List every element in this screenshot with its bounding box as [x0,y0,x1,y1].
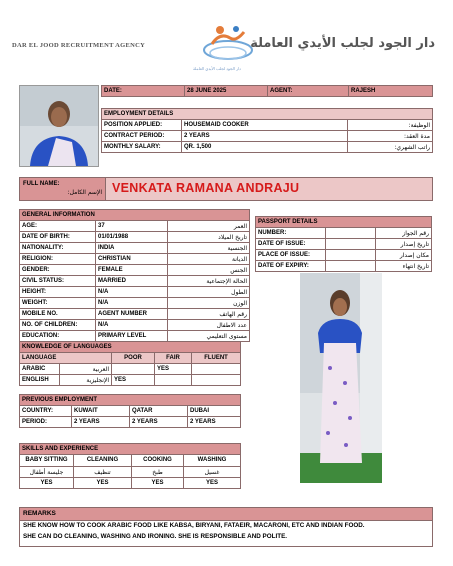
field-label: EDUCATION: [20,331,96,342]
table-row [20,265,250,276]
field-value: 37 [96,221,168,232]
table-row [20,478,241,489]
table-row [20,320,250,331]
remarks-line-1: SHE KNOW HOW TO COOK ARABIC FOOD LIKE KABSA, BIRYANI, FATAEIR, MACARONI, ETC AND INDIAN FOOD. [23,522,365,529]
agency-name-english: DAR EL JOOD RECRUITMENT AGENCY [12,42,146,49]
passport-details-title: PASSPORT DETAILS [256,217,432,228]
table-row [20,331,250,342]
table-row [20,287,250,298]
field-label-arabic: الوظيفة: [348,120,433,131]
level-fair: YES [155,364,192,375]
skill-name: CLEANING [74,455,132,467]
field-label: PLACE OF ISSUE: [256,250,326,261]
field-value [326,239,376,250]
remarks-title: REMARKS [23,510,56,517]
field-label: POSITION APPLIED: [102,120,182,131]
field-label: DATE OF BIRTH: [20,232,96,243]
level-fair [155,375,192,386]
table-row [20,276,250,287]
field-label-arabic: رقم الجواز [376,228,432,239]
remarks-header [19,507,433,521]
previous-employment-title: PREVIOUS EMPLOYMENT [20,395,241,406]
employment-details-title: EMPLOYMENT DETAILS [102,109,433,120]
skill-value: YES [20,478,74,489]
field-label: GENDER: [20,265,96,276]
full-name-label-cell [20,178,106,200]
table-row [20,417,241,428]
skill-name: BABY SITTING [20,455,74,467]
skill-name-arabic: غسيل [184,467,241,478]
field-label-arabic: تاريخ انتهاء [376,261,432,272]
previous-employment-table [19,394,241,428]
skills-arabic-row [20,467,241,478]
full-name-label: FULL NAME: [23,181,60,187]
column-header: FAIR [155,353,192,364]
table-row [256,228,432,239]
date-label: DATE: [102,86,185,97]
full-name-box [19,177,433,201]
field-value: N/A [96,298,168,309]
general-information-table [19,209,250,342]
table-row [20,309,250,320]
date-value: 28 JUNE 2025 [185,86,268,97]
field-label: WEIGHT: [20,298,96,309]
table-header-row [20,353,241,364]
table-row [20,406,241,417]
skill-value: YES [184,478,241,489]
languages-title: KNOWLEDGE OF LANGUAGES [20,342,241,353]
field-value: 2 YEARS [182,131,348,142]
table-row [256,261,432,272]
table-row [256,239,432,250]
agency-logo [200,20,256,68]
general-information-title: GENERAL INFORMATION [20,210,250,221]
field-label: CIVIL STATUS: [20,276,96,287]
period-value: 2 YEARS [72,417,130,428]
field-label: MOBILE NO. [20,309,96,320]
field-value: N/A [96,287,168,298]
agent-value: RAJESH [349,86,433,97]
table-row [20,221,250,232]
field-label-arabic: مدة العقد: [348,131,433,142]
languages-table [19,341,241,386]
field-label: NATIONALITY: [20,243,96,254]
skill-name-arabic: طبخ [132,467,184,478]
passport-details-table [255,216,432,272]
skill-value: YES [74,478,132,489]
field-label-arabic: مستوى التعليمي [168,331,250,342]
field-label-arabic: العمر [168,221,250,232]
country-label: COUNTRY: [20,406,72,417]
column-header: POOR [112,353,155,364]
level-fluent [192,364,241,375]
table-row [20,298,250,309]
country-value: KUWAIT [72,406,130,417]
skill-name-arabic: تنظيف [74,467,132,478]
field-value [326,261,376,272]
field-value: MARRIED [96,276,168,287]
logo-caption: دار الجود لجلب الأيدي العاملة [193,66,241,71]
field-value [326,228,376,239]
field-label-arabic: الطول [168,287,250,298]
field-value: 01/01/1988 [96,232,168,243]
field-label: NUMBER: [256,228,326,239]
country-value: QATAR [130,406,188,417]
field-value: INDIA [96,243,168,254]
field-label-arabic: الجنسية [168,243,250,254]
table-row [102,142,433,153]
field-value: HOUSEMAID COOKER [182,120,348,131]
field-label: NO. OF CHILDREN: [20,320,96,331]
field-label-arabic: الحالة الإجتماعية [168,276,250,287]
period-label: PERIOD: [20,417,72,428]
field-label: RELIGION: [20,254,96,265]
table-row [102,120,433,131]
skill-name-arabic: جليسة أطفال [20,467,74,478]
skill-name: COOKING [132,455,184,467]
field-label: HEIGHT: [20,287,96,298]
applicant-portrait-photo [19,85,99,167]
field-value: FEMALE [96,265,168,276]
level-poor: YES [112,375,155,386]
agency-name-arabic: دار الجود لجلب الأيدي العاملة [250,36,435,51]
field-label-arabic: عدد الاطفال [168,320,250,331]
country-value: DUBAI [188,406,241,417]
field-label-arabic: رقم الهاتف [168,309,250,320]
remarks-body [19,520,433,547]
table-row [20,375,241,386]
column-header: LANGUAGE [20,353,112,364]
full-name-value: VENKATA RAMANA ANDRAJU [112,181,300,195]
field-value: QR. 1,500 [182,142,348,153]
language-name: ARABIC [20,364,60,375]
column-header: FLUENT [192,353,241,364]
table-row [20,232,250,243]
field-label-arabic: مكان إصدار [376,250,432,261]
remarks-line-2: SHE CAN DO CLEANING, WASHING AND IRONING. SHE IS RESPONSIBLE AND POLITE. [23,533,288,540]
language-name: ENGLISH [20,375,60,386]
field-value: N/A [96,320,168,331]
field-label: CONTRACT PERIOD: [102,131,182,142]
table-row [256,250,432,261]
table-row [102,131,433,142]
skills-table [19,443,241,489]
level-fluent [192,375,241,386]
employment-details-table [101,108,433,153]
field-label: MONTHLY SALARY: [102,142,182,153]
field-label: DATE OF EXPIRY: [256,261,326,272]
field-value: CHRISTIAN [96,254,168,265]
full-name-label-arabic: الإسم الكامل: [67,189,102,196]
table-row [20,254,250,265]
period-value: 2 YEARS [130,417,188,428]
applicant-full-body-photo [300,273,382,483]
language-name-arabic: العربية [60,364,112,375]
period-value: 2 YEARS [188,417,241,428]
field-label-arabic: تاريخ الميلاد [168,232,250,243]
date-agent-table [101,85,433,97]
level-poor [112,364,155,375]
skills-title: SKILLS AND EXPERIENCE [20,444,241,455]
field-label-arabic: راتب الشهري: [348,142,433,153]
skill-value: YES [132,478,184,489]
field-value [326,250,376,261]
agent-label: AGENT: [268,86,349,97]
field-label: DATE OF ISSUE: [256,239,326,250]
table-row [20,243,250,254]
field-label-arabic: الديانة [168,254,250,265]
field-value: AGENT NUMBER [96,309,168,320]
skill-name: WASHING [184,455,241,467]
table-row [20,364,241,375]
field-label-arabic: تاريخ إصدار [376,239,432,250]
skills-header-row [20,455,241,467]
field-label-arabic: الجنس [168,265,250,276]
language-name-arabic: الإنجليزية [60,375,112,386]
field-value: PRIMARY LEVEL [96,331,168,342]
field-label: AGE: [20,221,96,232]
field-label-arabic: الوزن [168,298,250,309]
